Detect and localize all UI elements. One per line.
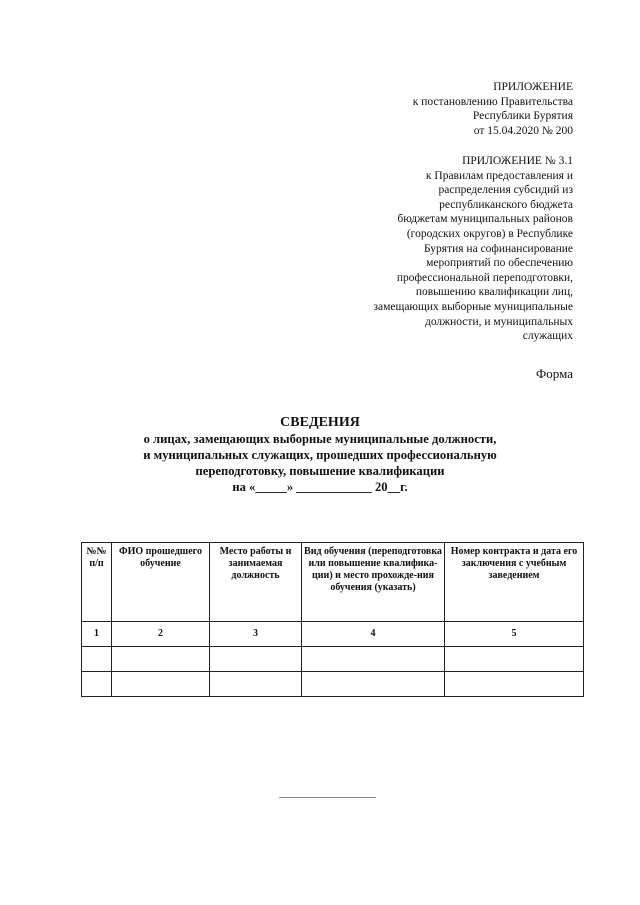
annex-rules-line: бюджетам муниципальных районов — [397, 213, 573, 226]
header-full-name: ФИО прошедшего обучение — [112, 543, 210, 622]
title-line: и муниципальных служащих, прошедших профессиональную — [143, 448, 497, 462]
table-cell[interactable] — [302, 647, 445, 672]
table-row — [82, 647, 584, 672]
annex-rules-line: профессиональной переподготовки, — [396, 271, 573, 284]
table-cell[interactable] — [210, 672, 302, 697]
table-column-number-row — [82, 622, 584, 647]
annex-rules-line: замещающих выборные муниципальные — [373, 300, 573, 313]
table-row — [82, 672, 584, 697]
column-number: 3 — [210, 622, 302, 647]
table-cell[interactable] — [210, 647, 302, 672]
annex-rules-line: к Правилам предоставления и — [425, 169, 573, 182]
annex-rules-line: служащих — [522, 330, 573, 343]
title-line: переподготовку, повышение квалификации — [195, 464, 445, 478]
table-cell[interactable] — [82, 647, 112, 672]
form-label: Форма — [536, 366, 573, 381]
annex-rules-line: (городских округов) в Республике — [406, 227, 573, 240]
annex-rules-header — [313, 154, 573, 344]
title-main: СВЕДЕНИЯ — [280, 415, 360, 430]
annex-header — [313, 80, 573, 138]
annex-rules-line: мероприятий по обеспечению — [426, 257, 573, 270]
table-cell[interactable] — [112, 647, 210, 672]
header-contract: Номер контракта и дата его заключения с учебным заведением — [445, 543, 584, 622]
table-cell[interactable] — [445, 647, 584, 672]
annex-header-line: Республики Бурятия — [472, 110, 573, 123]
header-number: №№ п/п — [82, 543, 112, 622]
annex-header-line: от 15.04.2020 № 200 — [473, 124, 573, 137]
annex-rules-line: Бурятия на софинансирование — [423, 242, 573, 255]
table-cell[interactable] — [302, 672, 445, 697]
footer-divider — [279, 797, 376, 798]
annex-rules-line: республиканского бюджета — [439, 198, 573, 211]
title-date-line: на «_____» ____________ 20__г. — [232, 480, 408, 494]
title-line: о лицах, замещающих выборные муниципальные должности, — [143, 432, 497, 446]
column-number: 5 — [445, 622, 584, 647]
column-number: 4 — [302, 622, 445, 647]
header-training-type: Вид обучения (переподготовка или повышение квалифика-ции) и место прохожде-ния обучения (указать) — [302, 543, 445, 622]
annex-rules-line: должности, и муниципальных — [424, 315, 573, 328]
annex-rules-line: распределения субсидий из — [438, 184, 573, 197]
annex-rules-line: ПРИЛОЖЕНИЕ № 3.1 — [462, 155, 573, 167]
info-table — [81, 542, 584, 697]
header-workplace: Место работы и занимаемая должность — [210, 543, 302, 622]
annex-header-line: к постановлению Правительства — [412, 95, 573, 108]
table-cell[interactable] — [112, 672, 210, 697]
column-number: 1 — [82, 622, 112, 647]
table-cell[interactable] — [82, 672, 112, 697]
annex-rules-line: повышению квалификации лиц, — [415, 286, 573, 299]
document-title — [0, 414, 640, 495]
table-cell[interactable] — [445, 672, 584, 697]
annex-header-line: ПРИЛОЖЕНИЕ — [493, 81, 573, 93]
column-number: 2 — [112, 622, 210, 647]
table-header-row — [82, 543, 584, 622]
